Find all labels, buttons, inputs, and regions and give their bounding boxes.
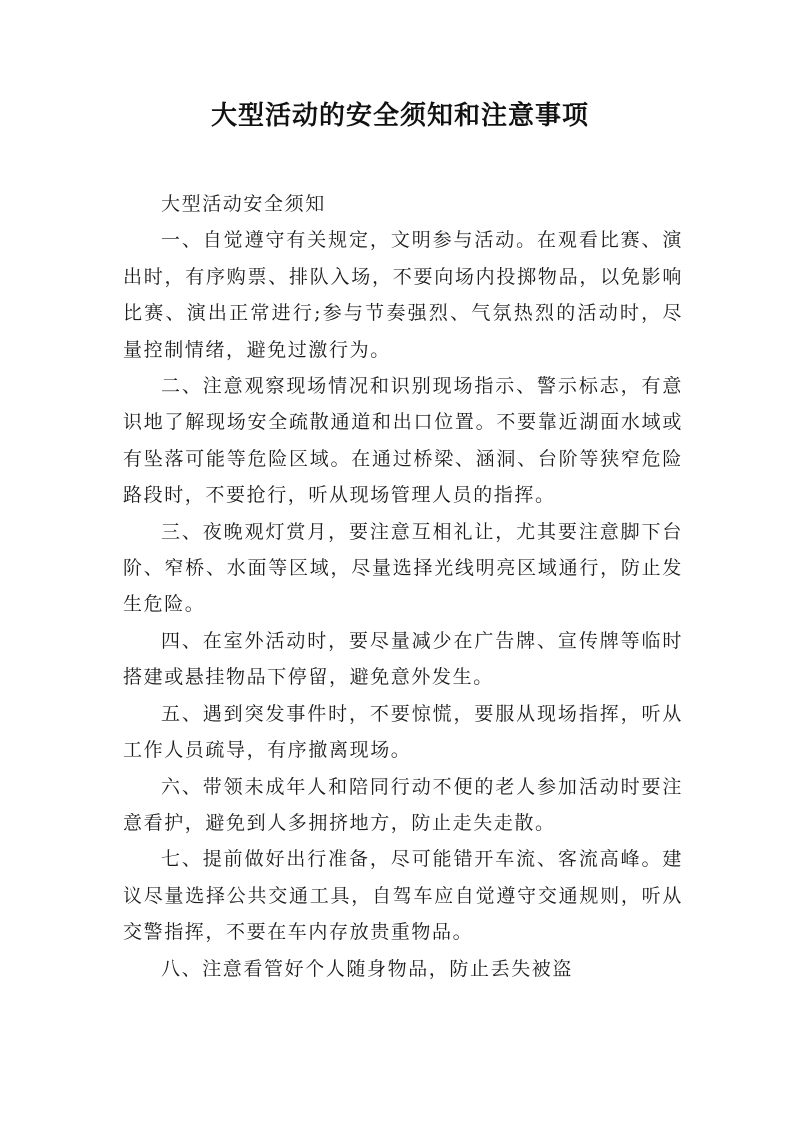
paragraph-4: 四、在室外活动时，要尽量减少在广告牌、宣传牌等临时搭建或悬挂物品下停留，避免意外发生。 (123, 629, 683, 689)
paragraph-2: 二、注意观察现场情况和识别现场指示、警示标志，有意识地了解现场安全疏散通道和出口位置。不要靠近湖面水域或有坠落可能等危险区域。在通过桥梁、涵洞、台阶等狭窄危险路段时，不要抢行，听从现场管理人员的指挥。 (123, 375, 683, 507)
document-title: 大型活动的安全须知和注意事项 (210, 101, 589, 131)
paragraph-8: 八、注意看管好个人随身物品，防止丢失被盗 (161, 957, 574, 980)
document-body (123, 186, 683, 987)
paragraph-1: 一、自觉遵守有关规定，文明参与活动。在观看比赛、演出时，有序购票、排队入场，不要向场内投掷物品，以免影响比赛、演出正常进行;参与节奏强烈、气氛热烈的活动时，尽量控制情绪，避免过激行为。 (123, 229, 683, 361)
section-heading: 大型活动安全须知 (161, 193, 326, 215)
paragraph-6: 六、带领未成年人和陪同行动不便的老人参加活动时要注意看护，避免到人多拥挤地方，防止走失走散。 (123, 775, 683, 834)
paragraph-3: 三、夜晚观灯赏月，要注意互相礼让，尤其要注意脚下台阶、窄桥、水面等区域，尽量选择光线明亮区域通行，防止发生危险。 (123, 520, 683, 616)
paragraph-5: 五、遇到突发事件时，不要惊慌，要服从现场指挥，听从工作人员疏导，有序撤离现场。 (123, 702, 683, 762)
paragraph-7: 七、提前做好出行准备，尽可能错开车流、客流高峰。建议尽量选择公共交通工具，自驾车应自觉遵守交通规则，听从交警指挥，不要在车内存放贵重物品。 (123, 848, 683, 944)
